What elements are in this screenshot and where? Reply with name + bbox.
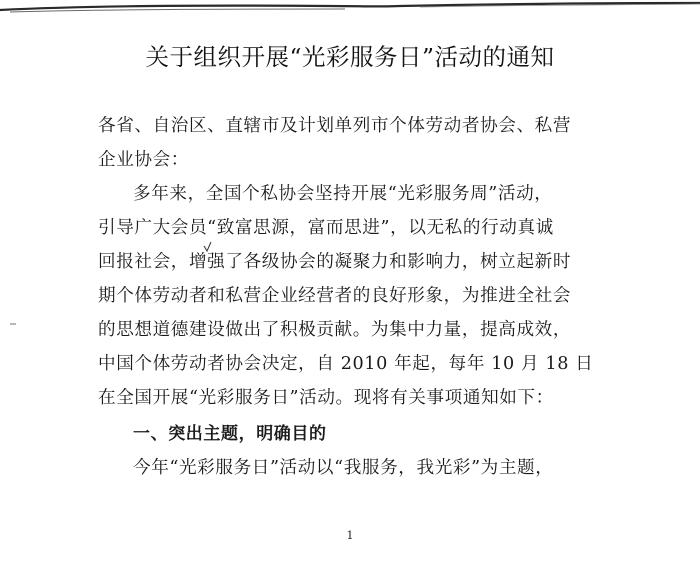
body-line-5: 的思想道德建设做出了积极贡献。为集中力量，提高成效， <box>98 320 572 340</box>
addressee-line-1: 各省、自治区、直辖市及计划单列市个体劳动者协会、私营 <box>98 116 572 136</box>
body-line-4: 期个体劳动者和私营企业经营者的良好形象，为推进全社会 <box>98 286 572 306</box>
body-line-3: 回报社会，增强了各级协会的凝聚力和影响力，树立起新时 <box>98 252 572 272</box>
body-line-1: 多年来，全国个私协会坚持开展“光彩服务周”活动， <box>133 184 553 204</box>
addressee-line-2: 企业协会： <box>98 150 189 170</box>
document-title: 关于组织开展“光彩服务日”活动的通知 <box>145 43 555 71</box>
body-line-2: 引导广大会员“致富思源，富而思进”，以无私的行动真诚 <box>98 218 554 238</box>
scan-edge-artifact <box>0 0 700 14</box>
section-heading: 一、突出主题，明确目的 <box>133 424 327 444</box>
scan-speck <box>10 323 16 325</box>
body-line-6: 中国个体劳动者协会决定，自 2010 年起，每年 10 月 18 日 <box>98 354 594 374</box>
pen-mark-icon <box>203 238 213 250</box>
body-line-8: 今年“光彩服务日”活动以“我服务，我光彩”为主题， <box>133 458 554 478</box>
body-line-7: 在全国开展“光彩服务日”活动。现将有关事项通知如下： <box>98 388 554 408</box>
page-number: 1 <box>346 529 354 542</box>
